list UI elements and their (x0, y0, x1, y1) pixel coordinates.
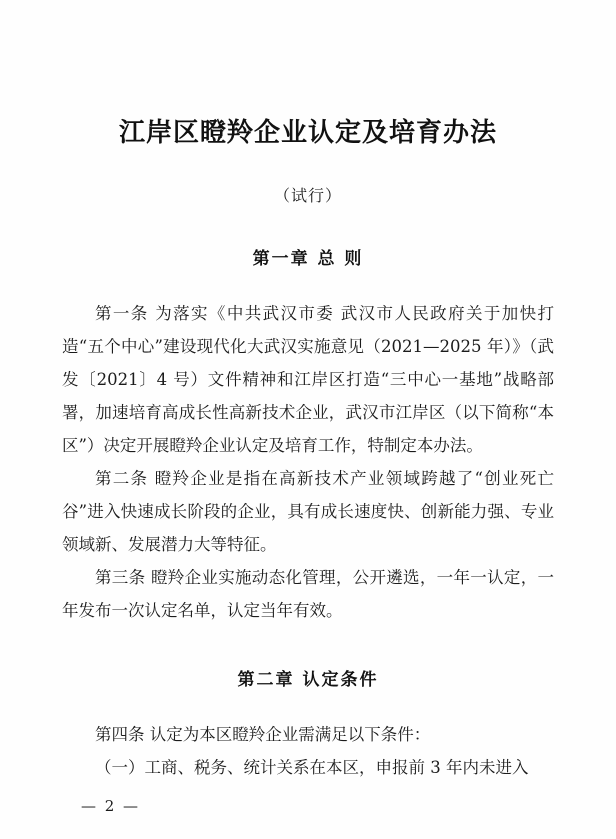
page-number-footer (0, 797, 616, 815)
article-two-paragraph: 第二条 瞪羚企业是指在高新技术产业领域跨越了“创业死亡谷”进入快速成长阶段的企业，具有成长速度快、创新能力强、专业领域新、发展潜力大等特征。 (62, 469, 554, 554)
article-four-item-one: （一）工商、税务、统计关系在本区，申报前 3 年内未进入 (95, 758, 529, 777)
document-subtitle: （试行） (273, 186, 342, 205)
article-four-paragraph: 第四条 认定为本区瞪羚企业需满足以下条件： (95, 725, 431, 744)
article-three-paragraph: 第三条 瞪羚企业实施动态化管理，公开遴选，一年一认定，一年发布一次认定名单，认定当年有效。 (62, 568, 554, 620)
chapter-two-heading: 第二章 认定条件 (237, 670, 379, 690)
page-number-value: — 2 — (80, 797, 141, 815)
page-title: 江岸区瞪羚企业认定及培育办法 (118, 118, 497, 148)
chapter-one-heading: 第一章 总 则 (252, 249, 364, 269)
article-one-paragraph: 第一条 为落实《中共武汉市委 武汉市人民政府关于加快打造“五个中心”建设现代化大武汉实施意见（2021—2025 年）》（武发〔2021〕4 号）文件精神和江岸区打造“三中心一基地”战略部署，加速培育高成长性高新技术企业，武汉市江岸区（以下简称“本区”）决定开展瞪羚企业认定及培育工作，特制定本办法。 (62, 304, 554, 455)
